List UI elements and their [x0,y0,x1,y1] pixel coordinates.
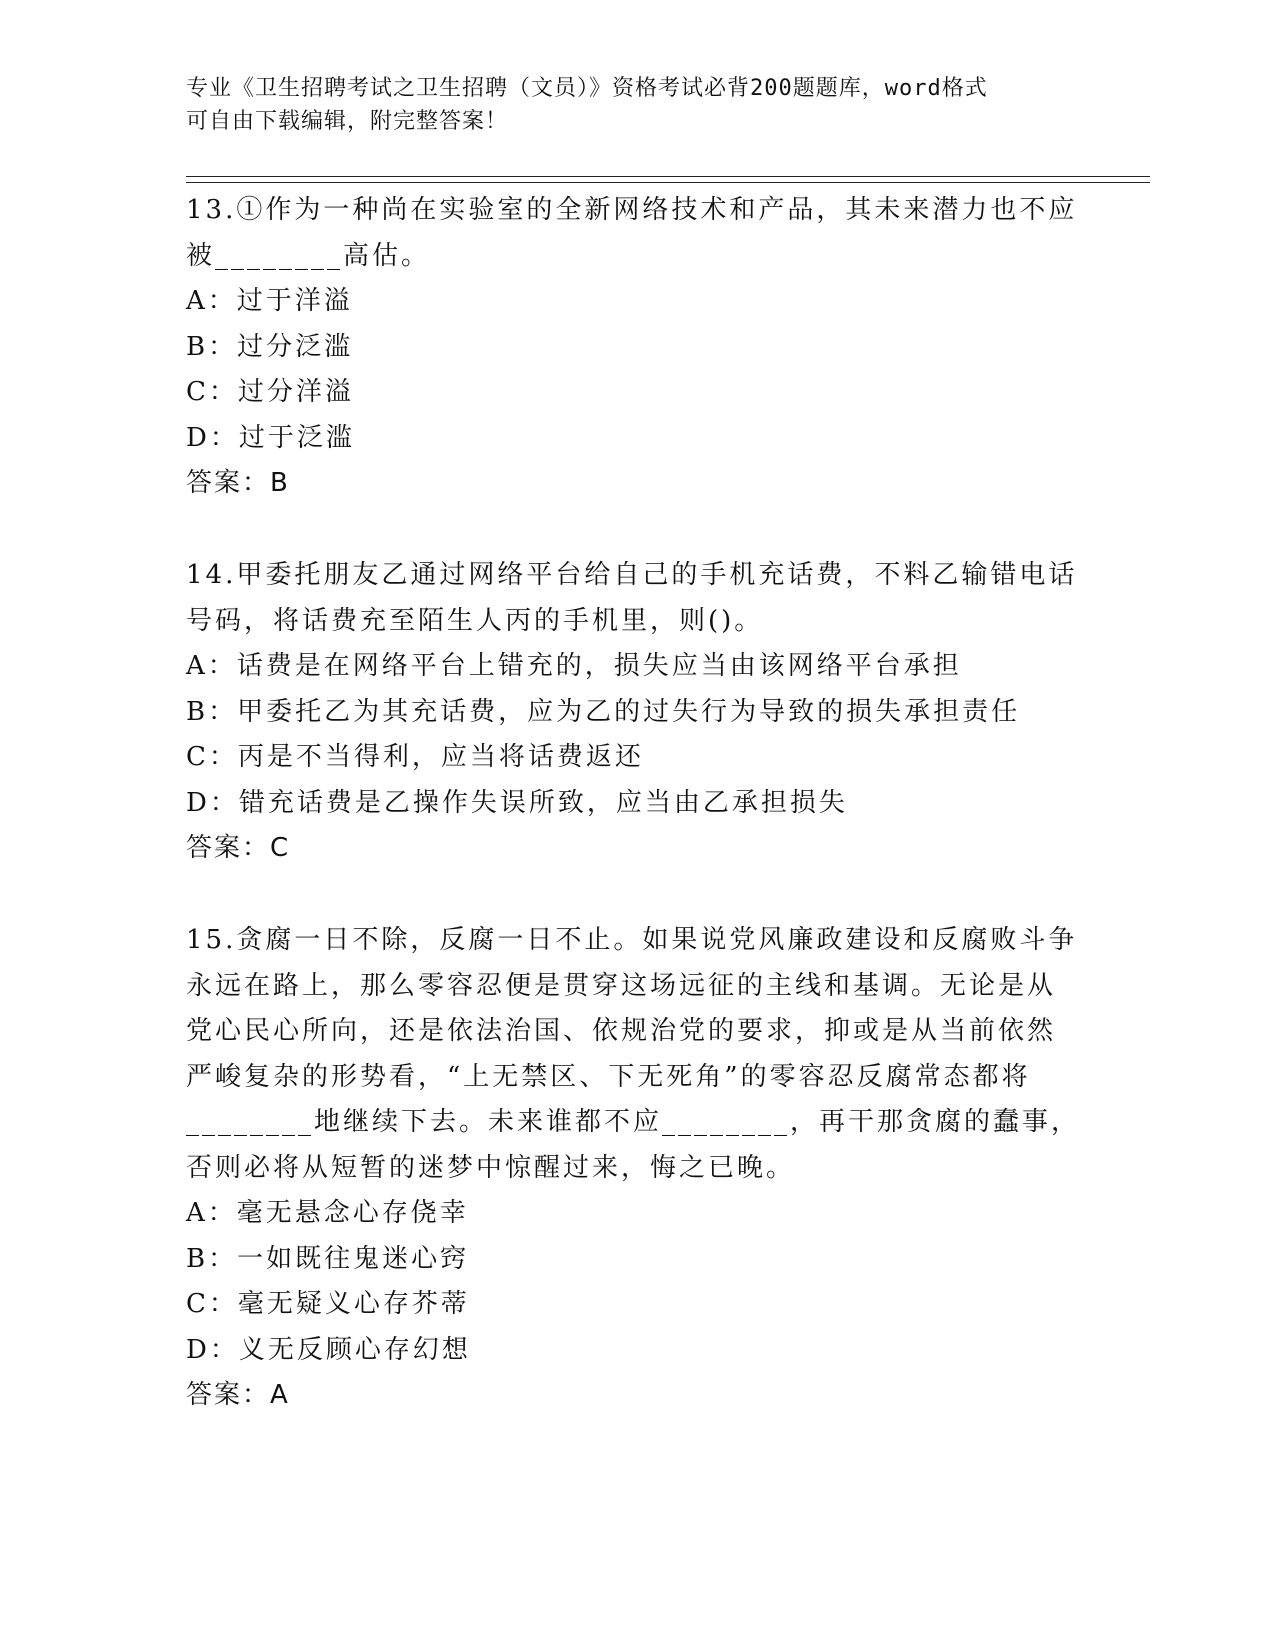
document-header [186,72,1076,138]
option-a: A：话费是在网络平台上错充的，损失应当由该网络平台承担 [186,651,962,681]
answer-line: 答案：B [186,468,290,498]
option-a: A：毫无悬念心存侥幸 [186,1198,469,1228]
option-c: C：过分洋溢 [186,377,354,407]
option-c: C：毫无疑义心存芥蒂 [186,1289,470,1319]
question-stem-line: 严峻复杂的形势看，“上无禁区、下无死角”的零容忍反腐常态都将 [186,1061,1031,1092]
option-b: B：一如既往鬼迷心窍 [186,1243,470,1274]
question-stem-line: 15.贪腐一日不除，反腐一日不止。如果说党风廉政建设和反腐败斗争 [186,925,1078,955]
option-a: A：过于洋溢 [186,286,353,316]
question-stem-line: 号码，将话费充至陌生人丙的手机里，则()。 [186,605,764,636]
header-line-1: 专业《卫生招聘考试之卫生招聘（文员）》资格考试必背200题题库，word格式 [186,76,988,101]
header-line-2: 可自由下载编辑，附完整答案！ [186,109,509,134]
question-stem-line: ________地继续下去。未来谁都不应________，再干那贪腐的蠢事， [186,1107,1081,1137]
option-c: C：丙是不当得利，应当将话费返还 [186,742,644,772]
question-stem-line: 永远在路上，那么零容忍便是贯穿这场远征的主线和基调。无论是从 [186,970,1057,1001]
header-divider-bottom [186,182,1150,183]
answer-line: 答案：C [186,833,291,863]
header-divider-top [186,176,1150,177]
question-15 [186,918,1086,1419]
option-b: B：甲委托乙为其充话费，应为乙的过失行为导致的损失承担责任 [186,696,1021,727]
option-d: D：错充话费是乙操作失误所致，应当由乙承担损失 [186,787,848,818]
question-stem-line: 14.甲委托朋友乙通过网络平台给自己的手机充话费，不料乙输错电话 [186,560,1078,590]
question-stem-line: 13.①作为一种尚在实验室的全新网络技术和产品，其未来潜力也不应 [186,195,1078,225]
option-d: D：过于泛滥 [186,422,355,453]
question-stem-line: 被________高估。 [186,240,431,271]
question-stem-line: 否则必将从短暂的迷梦中惊醒过来，悔之已晚。 [186,1152,796,1183]
answer-line: 答案：A [186,1380,290,1410]
option-b: B：过分泛滥 [186,331,354,362]
question-13 [186,188,1086,507]
question-14 [186,553,1086,872]
option-d: D：义无反顾心存幻想 [186,1334,471,1365]
question-stem-line: 党心民心所向，还是依法治国、依规治党的要求，抑或是从当前依然 [186,1016,1057,1046]
